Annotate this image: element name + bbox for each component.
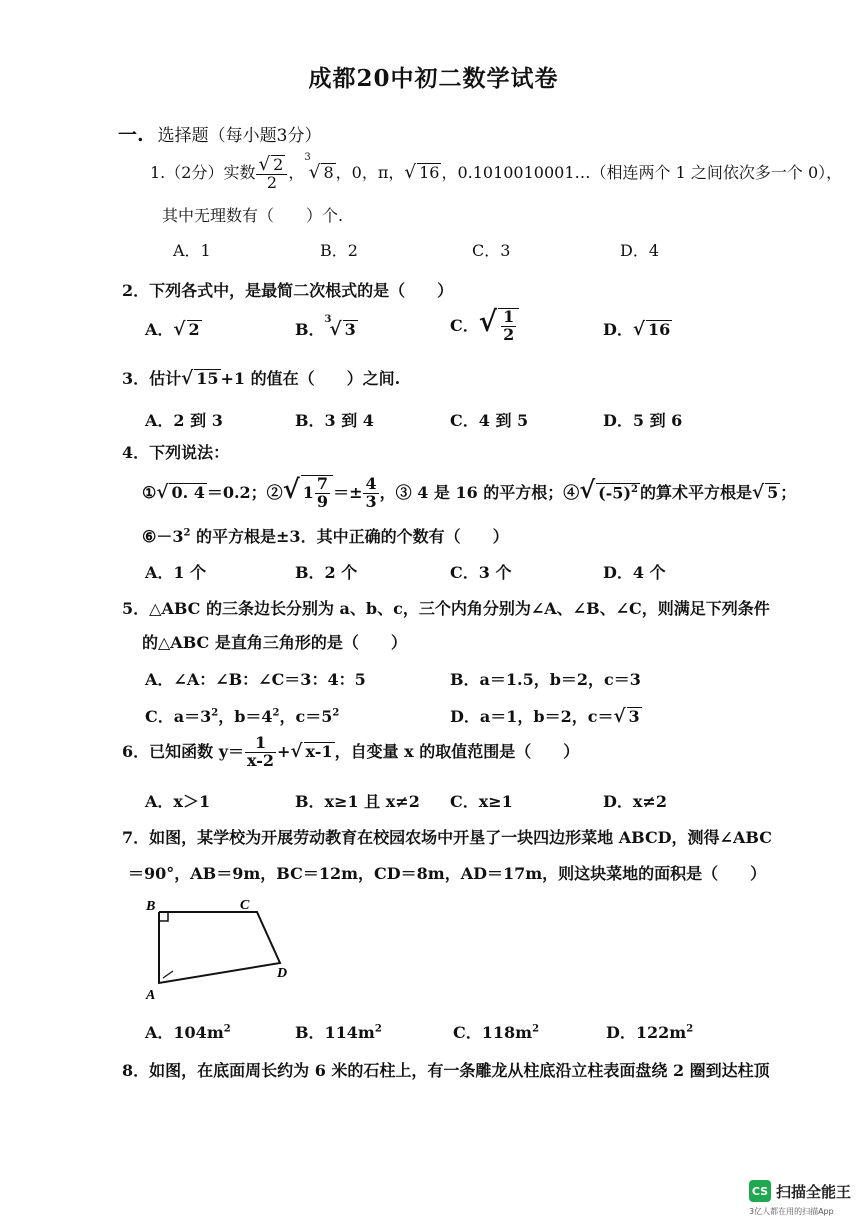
section-header [118, 120, 321, 147]
q3-post: +1 的值在（ ）之间. [220, 369, 401, 388]
question-7-line2: ＝90°，AB＝9m，BC＝12m，CD＝8m，AD＝17m，则这块菜地的面积是（ ） [128, 864, 767, 883]
q7-a-exp: 2 [223, 1023, 231, 1035]
quadrilateral-figure [145, 895, 305, 1010]
q4-option-c: C．3 个 [450, 563, 512, 582]
q4-item2-den: 9 [316, 492, 329, 511]
vertex-label-c: C [240, 898, 250, 913]
q6-frac-num: 1 [245, 735, 276, 753]
question-2-stem: 2．下列各式中，是最简二次根式的是（ ） [122, 281, 454, 300]
q5-c-mid2: ，c＝5 [279, 707, 333, 726]
q4-item4-end: ； [780, 483, 797, 502]
q3-option-b: B．3 到 4 [295, 411, 374, 430]
vertex-label-b: B [146, 899, 156, 914]
angle-mark-a [163, 971, 173, 978]
q1-mid: ，0，π， [335, 163, 405, 183]
question-8-line1: 8．如图，在底面周长约为 6 米的石柱上，有一条雕龙从柱底沿立柱表面盘绕 2 圈到达柱顶 [122, 1061, 770, 1080]
q7-option-b [295, 1020, 382, 1043]
q5-option-a: A．∠A：∠B：∠C＝3：4：5 [145, 670, 366, 689]
q4-item2-rnum: 4 [365, 474, 377, 494]
q7-c-exp: 2 [532, 1023, 540, 1035]
q1-option-a: A．1 [173, 241, 211, 260]
q1-frac-den: 2 [266, 173, 277, 193]
section-label: 选择题（每小题3分） [157, 126, 322, 146]
q2-c-num: 1 [503, 307, 515, 327]
question-4-line3 [142, 524, 509, 547]
q2-d-label: D． [603, 320, 633, 339]
camscanner-logo-icon: CS [749, 1180, 771, 1202]
q2-option-a: A．√ 2 [145, 319, 200, 340]
q2-d-radicand: 16 [647, 320, 671, 339]
vertex-label-d: D [277, 966, 288, 981]
vertex-label-a: A [146, 988, 156, 1003]
q4-line3-post: 的平方根是±3．其中正确的个数有（ ） [190, 527, 509, 546]
q2-a-radicand: 2 [188, 320, 200, 339]
q2-option-c: C．√ $\frac{1}{2}$ [450, 305, 519, 344]
q5-c-pre: C．a＝3 [145, 707, 212, 726]
q4-item1-marker: ① [142, 483, 157, 502]
q3-option-d: D．5 到 6 [603, 411, 683, 430]
q5-option-b: B．a＝1.5，b＝2，c＝3 [450, 670, 641, 689]
question-5-line1: 5．△ABC 的三条边长分别为 a、b、c，三个内角分别为∠A、∠B、∠C，则满足下列条件 [122, 599, 770, 618]
q4-item2-rden: 3 [365, 492, 377, 511]
question-3-stem: 3．估计√ 15 +1 的值在（ ）之间. [122, 368, 401, 389]
q5-c-exp1: 2 [211, 707, 219, 719]
q1-option-d: D．4 [620, 241, 660, 260]
q4-item2-whole: 1 [302, 483, 314, 502]
q1-sqrt-radicand: 16 [419, 163, 440, 183]
q1-frac-num: 2 [273, 155, 284, 174]
q4-item1-radicand: 0. 4 [171, 483, 205, 502]
q7-d-exp: 2 [686, 1023, 694, 1035]
quadrilateral-abcd [159, 912, 280, 983]
question-4-line2: ①√ 0. 4 ＝0.2；②√ 1 $\frac{7}{9}$ ＝± $\frac{4}{3}$ ，③ 4 是 16 的平方根；④√ $(-5)^2$ 的算术平方根是√ 5 ； [142, 474, 797, 511]
q3-pre: 3．估计 [122, 369, 182, 388]
q6-option-d: D．x≠2 [603, 792, 667, 811]
question-1-line2: 其中无理数有（ ）个. [162, 206, 344, 225]
q7-d-text: D．122m [606, 1023, 687, 1042]
scanner-watermark [749, 1180, 851, 1202]
right-angle-mark [159, 912, 168, 921]
q1-option-c: C．3 [472, 241, 511, 260]
q5-c-exp3: 2 [332, 707, 340, 719]
q1-option-b: B．2 [320, 241, 358, 260]
q5-c-mid: ，b＝4 [218, 707, 273, 726]
q4-item1-post: ＝0.2；② [206, 483, 283, 502]
q4-item3: ，③ 4 是 16 的平方根；④ [379, 483, 580, 502]
q7-option-a [145, 1020, 231, 1043]
q4-line3-exp: 2 [183, 527, 191, 539]
q2-b-radicand: 3 [344, 320, 356, 339]
watermark-name: 扫描全能王 [776, 1182, 852, 1201]
q6-option-b: B．x≥1 且 x≠2 [295, 792, 420, 811]
q1-prefix: 1.（2分）实数 [150, 163, 256, 183]
q2-b-label: B． [295, 320, 325, 339]
q7-b-exp: 2 [374, 1023, 382, 1035]
q7-c-text: C．118m [453, 1023, 533, 1042]
q4-item4-answer: 5 [767, 483, 779, 502]
q2-c-den: 2 [503, 325, 515, 344]
q5-option-d: D．a＝1，b＝2，c＝√ 3 [450, 706, 640, 727]
section-number: 一. [118, 124, 144, 146]
q4-item2-num: 7 [316, 474, 329, 494]
page-title: 成都20中初二数学试卷 [308, 65, 559, 92]
watermark-tagline: 3亿人都在用的扫描App [749, 1207, 834, 1216]
q4-option-b: B．2 个 [295, 563, 358, 582]
q3-radicand: 15 [196, 369, 219, 388]
q4-item2-eq: ＝± [333, 483, 363, 502]
q4-line3-pre: ⑥－3 [142, 527, 184, 546]
q4-option-d: D．4 个 [603, 563, 666, 582]
q4-option-a: A．1 个 [145, 563, 207, 582]
question-1-line1: 1.（2分）实数 $\frac{√ 2}{2}$ ，$^3$√ 8 ，0，π，√ 16 ，0.1010010001…（相连两个 1 之间依次多一个 0）， [150, 152, 843, 193]
q6-option-c: C．x≥1 [450, 792, 513, 811]
q5-d-pre: D．a＝1，b＝2，c＝ [450, 707, 614, 726]
q3-option-a: A．2 到 3 [145, 411, 223, 430]
q7-option-c [453, 1020, 539, 1043]
q2-option-b: B．$^3$√ 3 [295, 314, 356, 340]
q6-post: ，自变量 x 的取值范围是（ ） [334, 741, 580, 761]
q2-option-d: D．√ 16 [603, 319, 671, 340]
q2-a-label: A． [145, 320, 174, 339]
question-7-line1: 7．如图，某学校为开展劳动教育在校园农场中开垦了一块四边形菜地 ABCD，测得∠ABC [122, 828, 772, 847]
q7-b-text: B．114m [295, 1023, 375, 1042]
q3-option-c: C．4 到 5 [450, 411, 529, 430]
question-4-stem: 4．下列说法： [122, 443, 230, 462]
q1-tail: ，0.1010010001…（相连两个 1 之间依次多一个 0）， [441, 163, 843, 183]
q4-item4-post: 的算术平方根是 [639, 483, 752, 502]
q4-item4-radicand: (-5) [598, 483, 632, 502]
question-5-line2: 的△ABC 是直角三角形的是（ ） [142, 633, 407, 652]
q5-option-c [145, 704, 339, 727]
q6-radicand: x-1 [305, 741, 333, 761]
q6-pre: 6．已知函数 y＝ [122, 741, 245, 761]
q6-option-a: A．x＞1 [145, 792, 211, 811]
q5-d-radicand: 3 [628, 707, 640, 726]
q1-fraction: $\frac{√ 2}{2}$ [256, 155, 287, 192]
q2-b-index: 3 [324, 314, 332, 325]
q1-cbrt-radicand: 8 [323, 163, 334, 183]
q5-c-exp2: 2 [272, 707, 280, 719]
q4-item4-exp: 2 [631, 483, 638, 495]
q1-cbrt-index: 3 [304, 152, 311, 163]
q7-a-text: A．104m [145, 1023, 224, 1042]
q6-frac-den: x-2 [247, 750, 275, 770]
q2-c-label: C． [450, 316, 479, 335]
q6-plus: + [277, 741, 291, 761]
q7-option-d [606, 1020, 693, 1043]
question-6-stem: 6．已知函数 y＝ $\frac{1}{x-2}$ +√ x-1 ，自变量 x 的取值范围是（ ） [122, 733, 580, 770]
